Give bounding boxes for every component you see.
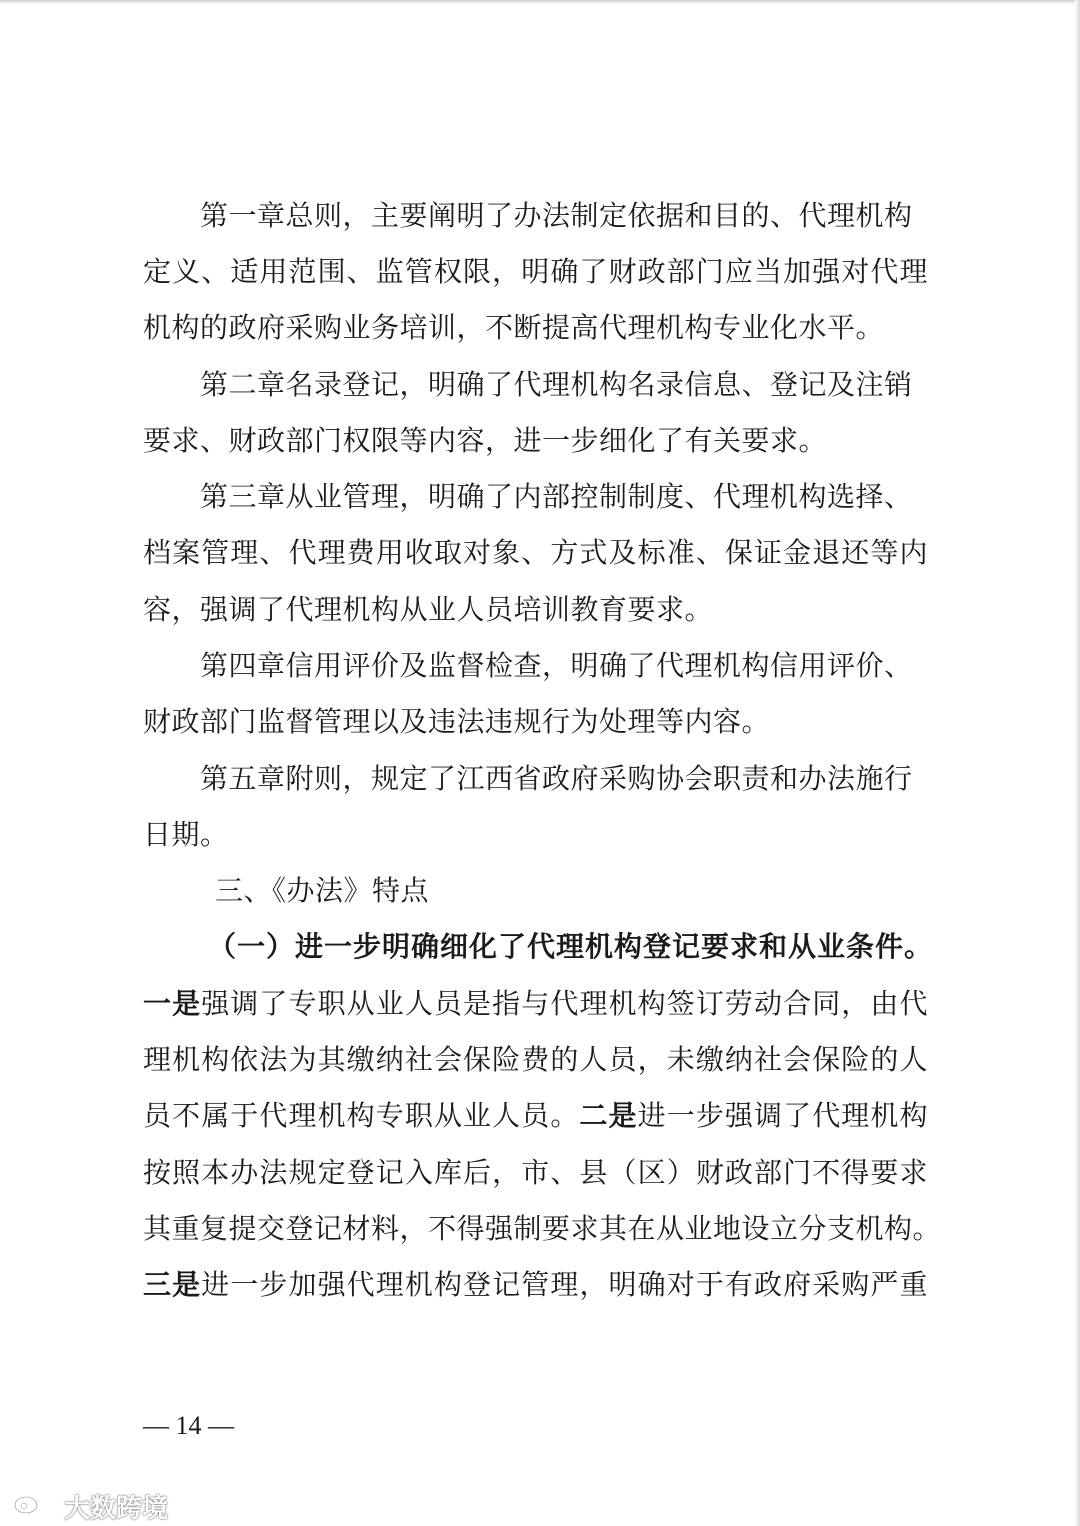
- paragraph-text: 强调了专职从业人员是指与代理机构签订劳动合同，由代: [201, 987, 928, 1020]
- paragraph-line: 日期。: [143, 818, 229, 851]
- scan-edge-right: [1075, 0, 1080, 1526]
- paragraph-line: 档案管理、代理费用收取对象、方式及标准、保证金退还等内: [143, 536, 928, 569]
- paragraph-text: 员不属于代理机构专职从业人员。: [143, 1099, 580, 1132]
- subheading: （一）进一步明确细化了代理机构登记要求和从业条件。: [208, 930, 934, 963]
- paragraph-line: 定义、适用范围、监管权限，明确了财政部门应当加强对代理: [143, 255, 928, 288]
- emphasis-lead: 三是: [143, 1268, 202, 1301]
- emphasis-lead: 一是: [143, 987, 202, 1020]
- paragraph-line: 理机构依法为其缴纳社会保险费的人员，未缴纳社会保险的人: [143, 1043, 928, 1076]
- paragraph-line: 按照本办法规定登记入库后，市、县（区）财政部门不得要求: [143, 1156, 928, 1189]
- paragraph-line: 其重复提交登记材料，不得强制要求其在从业地设立分支机构。: [143, 1212, 942, 1245]
- paragraph-line: [143, 984, 928, 1024]
- paragraph-line: 机构的政府采购业务培训，不断提高代理机构专业化水平。: [143, 311, 885, 344]
- emphasis-lead: 二是: [579, 1099, 638, 1132]
- paragraph-line: 第三章从业管理，明确了内部控制制度、代理机构选择、: [200, 480, 913, 513]
- watermark-text: 大数跨境: [64, 1494, 169, 1524]
- weibo-logo-icon: [12, 1490, 58, 1523]
- paragraph-text: 进一步加强代理机构登记管理，明确对于有政府采购严重: [201, 1268, 928, 1301]
- section-heading: 三、《办法》特点: [215, 874, 430, 907]
- paragraph-line: 第五章附则，规定了江西省政府采购协会职责和办法施行: [200, 762, 913, 795]
- paragraph-line: [143, 1265, 928, 1305]
- scan-edge-top: [0, 0, 1080, 4]
- paragraph-line: 第二章名录登记，明确了代理机构名录信息、登记及注销: [200, 368, 913, 401]
- paragraph-line: 第四章信用评价及监督检查，明确了代理机构信用评价、: [200, 649, 913, 682]
- paragraph-line: 财政部门监督管理以及违法违规行为处理等内容。: [143, 705, 771, 738]
- paragraph-text: 进一步强调了代理机构: [637, 1099, 928, 1132]
- paragraph-line: 第一章总则，主要阐明了办法制定依据和目的、代理机构: [200, 199, 913, 232]
- paragraph-line: [143, 1096, 928, 1136]
- watermark: [12, 1488, 168, 1525]
- paragraph-line: 容，强调了代理机构从业人员培训教育要求。: [143, 593, 714, 626]
- page-number: — 14 —: [143, 1411, 234, 1440]
- paragraph-line: 要求、财政部门权限等内容，进一步细化了有关要求。: [143, 424, 828, 457]
